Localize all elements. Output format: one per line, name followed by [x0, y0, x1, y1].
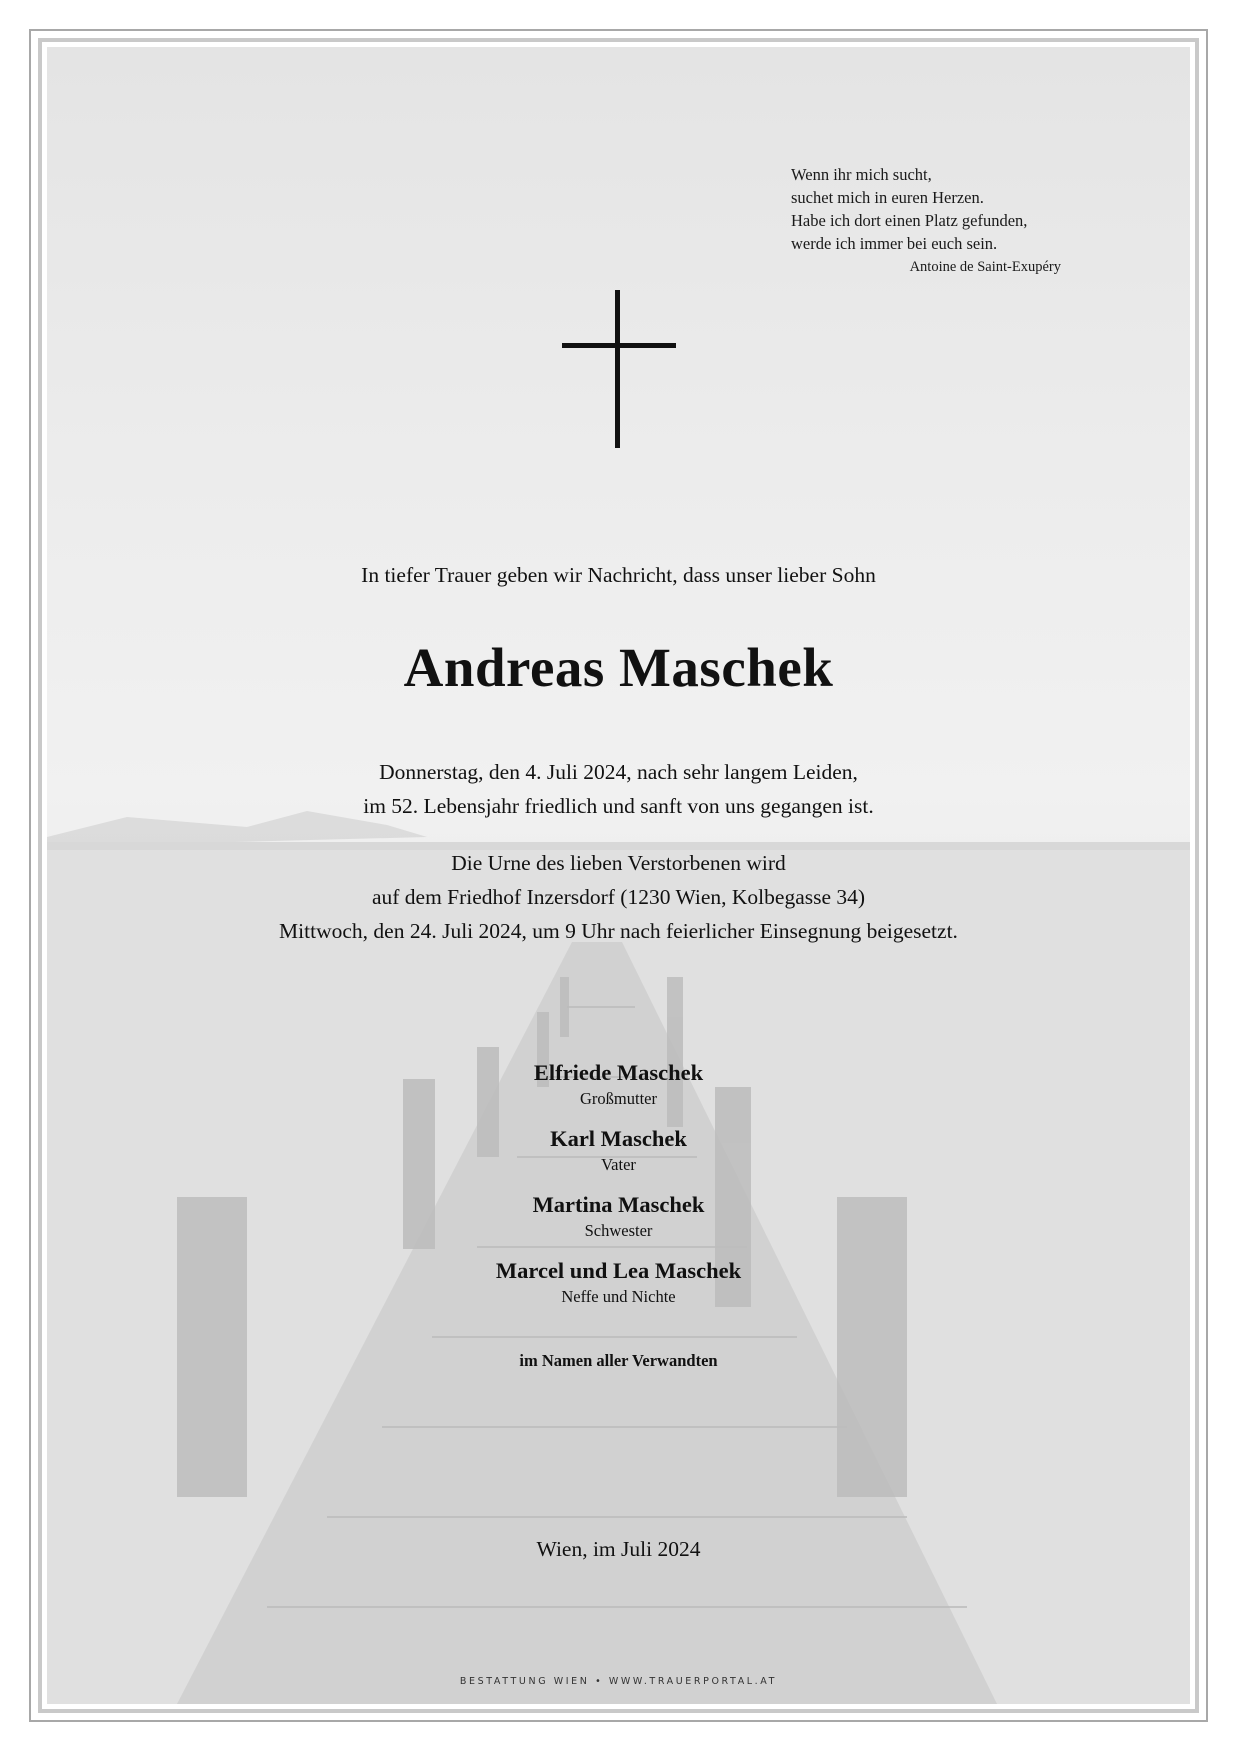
funeral-notice-line: Die Urne des lieben Verstorbenen wird — [451, 851, 786, 875]
relatives-list — [47, 1058, 1190, 1322]
quote-line: werde ich immer bei euch sein. — [791, 234, 998, 253]
place-date: Wien, im Juli 2024 — [536, 1537, 701, 1561]
quote-line: Wenn ihr mich sucht, — [791, 165, 932, 184]
intro-text: In tiefer Trauer geben wir Nachricht, dass unser lieber Sohn — [361, 563, 876, 587]
quote-line: Habe ich dort einen Platz gefunden, — [791, 211, 1028, 230]
funeral-notice — [47, 846, 1190, 948]
relative-role: Schwester — [584, 1221, 653, 1240]
death-notice — [47, 755, 1190, 823]
cross-icon — [562, 290, 676, 448]
relative-name: Elfriede Maschek — [533, 1060, 704, 1085]
relative-role: Vater — [601, 1155, 636, 1174]
footer-imprint: BESTATTUNG WIEN • WWW.TRAUERPORTAL.AT — [459, 1676, 778, 1687]
quote-block — [791, 163, 1071, 279]
quote-line: suchet mich in euren Herzen. — [791, 188, 984, 207]
relative-name: Marcel und Lea Maschek — [495, 1258, 742, 1283]
funeral-notice-line: Mittwoch, den 24. Juli 2024, um 9 Uhr nach feierlicher Einsegnung beigesetzt. — [279, 919, 958, 943]
funeral-notice-line: auf dem Friedhof Inzersdorf (1230 Wien, Kolbegasse 34) — [371, 885, 866, 909]
relative-role: Neffe und Nichte — [561, 1287, 676, 1306]
death-notice-line: im 52. Lebensjahr friedlich und sanft von uns gegangen ist. — [363, 794, 874, 818]
relative-name: Martina Maschek — [532, 1192, 705, 1217]
death-notice-line: Donnerstag, den 4. Juli 2024, nach sehr langem Leiden, — [379, 760, 858, 784]
relative-name: Karl Maschek — [550, 1126, 687, 1151]
quote-author: Antoine de Saint-Exupéry — [909, 259, 1061, 275]
closing-text: im Namen aller Verwandten — [519, 1351, 718, 1370]
relative-role: Großmutter — [580, 1089, 657, 1108]
deceased-name: Andreas Maschek — [403, 637, 834, 698]
